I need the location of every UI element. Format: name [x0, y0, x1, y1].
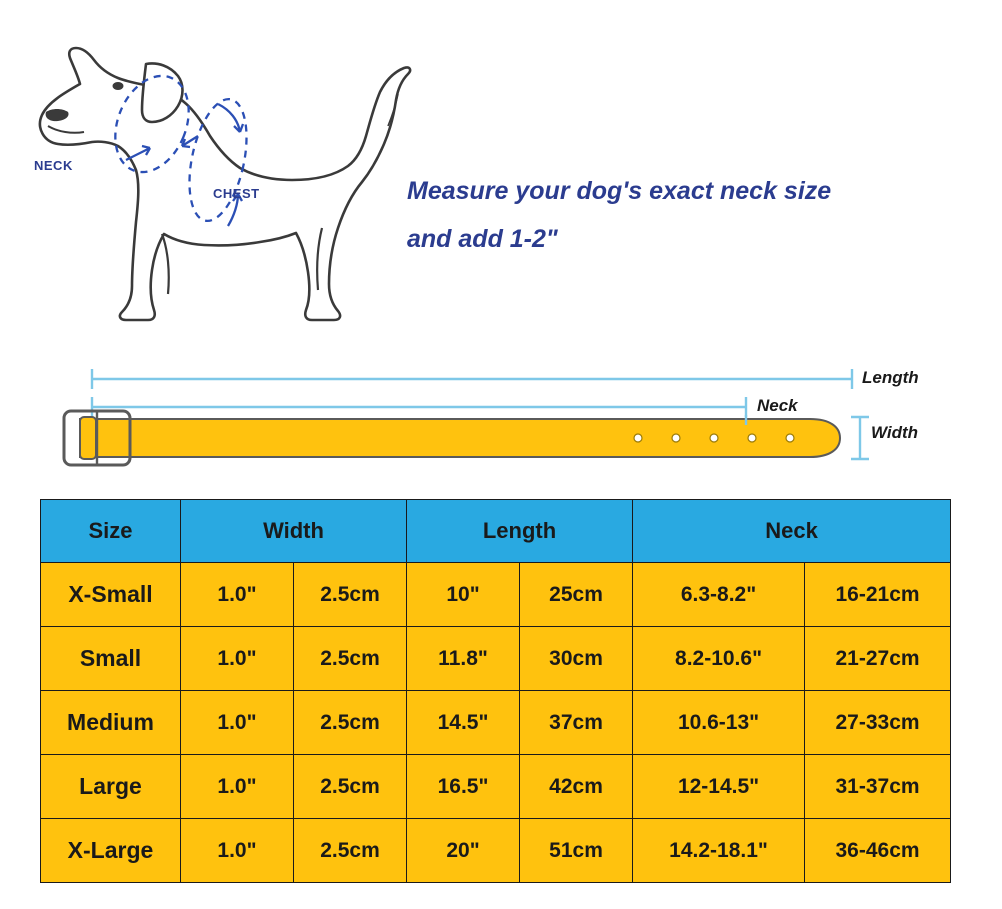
cell-width-in: 1.0"	[181, 627, 294, 691]
cell-size: X-Small	[41, 563, 181, 627]
cell-neck-in: 12-14.5"	[633, 755, 805, 819]
table-row	[41, 819, 951, 883]
length-dimension-line	[92, 369, 852, 389]
table-row	[41, 691, 951, 755]
table-row	[41, 563, 951, 627]
width-dimension-line	[851, 417, 869, 459]
cell-length-in: 14.5"	[407, 691, 520, 755]
table-row	[41, 627, 951, 691]
cell-length-in: 16.5"	[407, 755, 520, 819]
instruction-headline	[407, 168, 967, 263]
cell-width-cm: 2.5cm	[294, 627, 407, 691]
cell-length-cm: 51cm	[520, 819, 633, 883]
length-label: Length	[862, 368, 919, 387]
cell-neck-in: 10.6-13"	[633, 691, 805, 755]
cell-length-cm: 37cm	[520, 691, 633, 755]
cell-neck-cm: 27-33cm	[805, 691, 951, 755]
header-length: Length	[407, 500, 633, 563]
cell-length-in: 20"	[407, 819, 520, 883]
cell-width-cm: 2.5cm	[294, 755, 407, 819]
header-width: Width	[181, 500, 407, 563]
cell-neck-cm: 16-21cm	[805, 563, 951, 627]
cell-length-cm: 30cm	[520, 627, 633, 691]
neck-dimension-line	[92, 397, 746, 417]
cell-length-cm: 42cm	[520, 755, 633, 819]
cell-neck-in: 8.2-10.6"	[633, 627, 805, 691]
cell-neck-cm: 31-37cm	[805, 755, 951, 819]
headline-line-1: Measure your dog's exact neck size	[407, 177, 832, 205]
collar-diagram	[40, 355, 960, 485]
cell-size: Medium	[41, 691, 181, 755]
cell-width-cm: 2.5cm	[294, 563, 407, 627]
cell-length-in: 11.8"	[407, 627, 520, 691]
table-row	[41, 755, 951, 819]
cell-neck-cm: 21-27cm	[805, 627, 951, 691]
cell-size: Large	[41, 755, 181, 819]
cell-size: X-Large	[41, 819, 181, 883]
cell-size: Small	[41, 627, 181, 691]
header-size: Size	[41, 500, 181, 563]
neck-length-label: Neck	[757, 396, 798, 415]
cell-width-cm: 2.5cm	[294, 819, 407, 883]
headline-line-2: and add 1-2"	[407, 224, 558, 253]
width-label: Width	[871, 423, 919, 442]
cell-width-in: 1.0"	[181, 691, 294, 755]
cell-neck-cm: 36-46cm	[805, 819, 951, 883]
cell-neck-in: 6.3-8.2"	[633, 563, 805, 627]
dog-outline-icon	[22, 18, 422, 328]
cell-neck-in: 14.2-18.1"	[633, 819, 805, 883]
cell-width-cm: 2.5cm	[294, 691, 407, 755]
cell-length-in: 10"	[407, 563, 520, 627]
size-chart-table	[40, 499, 951, 883]
collar-strap	[80, 419, 840, 457]
neck-measure-label: NECK	[34, 158, 73, 173]
cell-width-in: 1.0"	[181, 819, 294, 883]
cell-length-cm: 25cm	[520, 563, 633, 627]
chest-measure-label: CHEST	[213, 186, 260, 201]
cell-width-in: 1.0"	[181, 563, 294, 627]
header-neck: Neck	[633, 500, 951, 563]
cell-width-in: 1.0"	[181, 755, 294, 819]
table-header-row	[41, 500, 951, 563]
